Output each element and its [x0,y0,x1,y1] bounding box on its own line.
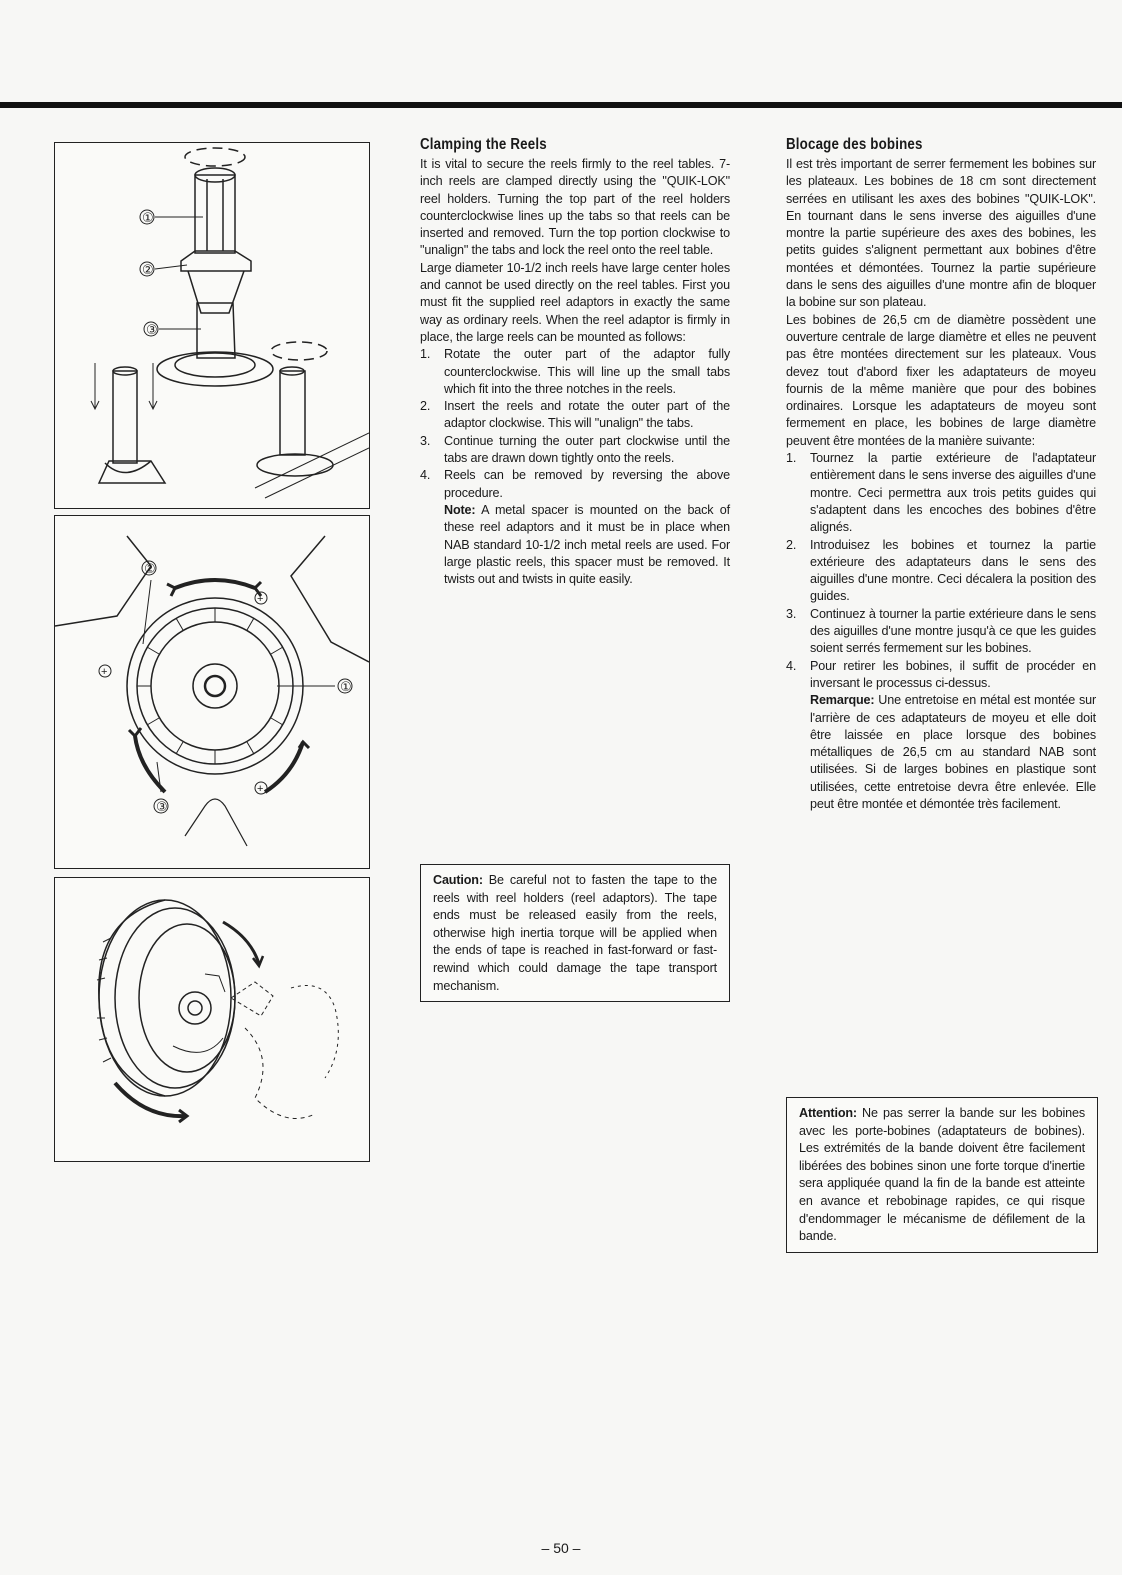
english-intro-paragraph-2: Large diameter 10-1/2 inch reels have large center holes and cannot be used directly on the reel tables. First you must fit the supplied reel adaptors in exactly the same way as ordinary reels. When the reel adaptor is firmly in place, the large reels can be mounted as follows: [420,260,730,344]
list-item: 2. Insert the reels and rotate the outer part of the adaptor clockwise. This will "unalign" the tabs. [420,399,730,431]
svg-text:③: ③ [146,322,158,337]
svg-text:②: ② [144,561,156,576]
top-rule [0,102,1122,108]
french-intro-paragraph-1: Il est très important de serrer fermement les bobines sur les plateaux. Les bobines de 18 cm sont directement serrées en utilisant les axes des bobines "QUIK-LOK". En tournant dans le sens inverse des aiguilles d'une montre la partie supérieure des axes des bobines, les petits guides s'alignent permettant aux bobines d'être montées et démontées. Tournez la partie supérieure dans le sens des aiguilles d'une montre afin de bloquer la bobine sur son plateau. [786,157,1096,310]
english-column [420,136,730,588]
plus-marker: + [101,666,108,678]
caution-label: Attention: [799,1106,857,1120]
figure-reel-holder [54,142,370,509]
plus-marker: + [257,783,264,795]
french-column [786,136,1096,813]
page-number: – 50 – [541,1540,581,1556]
callout-1 [140,210,154,225]
french-intro-paragraph-2: Les bobines de 26,5 cm de diamètre possèdent une ouverture centrale de large diamètre et elles ne peuvent pas être montées directement sur les plateaux. Vous devez tout d'abord fixer les adaptateurs de moyeu fournis de la même manière que pour des bobines ordinaires. Lorsque les adaptateurs de moyeu sont fermement en place, les bobines de large diamètre peuvent être montées de la manière suivante: [786,312,1096,448]
svg-text:①: ① [340,679,352,694]
french-heading: Blocage des bobines [786,136,923,153]
list-item: 3. Continue turning the outer part clockwise until the tabs are drawn down tightly onto the reels. [420,433,730,466]
french-caution-box [786,1097,1098,1253]
svg-text:②: ② [142,262,154,277]
reel-adaptor-illustration [55,516,369,868]
french-note: Remarque: Une entretoise en métal est montée sur l'arrière de ces adaptateurs de moyeu et elle doit être laissée en place lorsque des bobines métalliques de 26,5 cm au standard NAB sont utilisées. Si de larges bobines en plastique sont utilisées, cette entretoise devra être enlevée. Elle peut être montée et démontée très facilement. [810,693,1096,811]
caution-label: Caution: [433,873,483,887]
list-item: 1. Tournez la partie extérieure de l'adaptateur entièrement dans le sens inverse des aiguilles d'une montre. Ceci permettra aux trois petits guides qui s'adaptent dans les encoches des bobines d'être alignés. [786,451,1096,535]
svg-text:③: ③ [156,799,168,814]
caution-text: Ne pas serrer la bande sur les bobines avec les porte-bobines (adaptateurs de bobines). Les extrémités de la bande doivent être facilement libérées des bobines sinon une forte torque d'inertie sera appliquée quand la fin de la bande est atteinte en avance et rebobinage rapides, ce qui risque d'endommager le mécanisme de défilement de la bande. [799,1106,1085,1244]
callout-1 [338,679,352,694]
svg-text:①: ① [142,210,154,225]
caution-text: Be careful not to fasten the tape to the reels with reel holders (reel adaptors). The tape ends must be released easily from the reels, otherwise high inertia torque will be applied when the ends of tape is reached in fast-forward or fast-rewind which could damage the tape transport mechanism. [433,873,717,993]
adaptor-perspective-illustration [55,878,369,1161]
french-steps-list [786,450,1096,813]
list-item: 1. Rotate the outer part of the adaptor fully counterclockwise. This will line up the small tabs which fit into the three notches in the reels. [420,347,730,396]
figure-reel-adaptor [54,515,370,869]
list-item: 3. Continuez à tourner la partie extérieure dans le sens des aiguilles d'une montre jusqu'à ce que les guides soient serrés fermement sur les bobines. [786,606,1096,656]
english-steps-list [420,346,730,588]
list-item: 4. Reels can be removed by reversing the above procedure. Note: A metal spacer is mounted on the back of these reel adaptors and it must be in place when NAB standard 10-1/2 inch metal reels are used. For large plastic reels, this spacer must be removed. It twists out and twists in quite easily. [420,467,730,588]
list-item: 2. Introduisez les bobines et tournez la partie extérieure des adaptateurs dans le sens des aiguilles d'une montre. Ceci décalera la position des guides. [786,537,1096,604]
plus-marker: + [257,593,264,605]
english-intro-paragraph-1: It is vital to secure the reels firmly to the reel tables. 7-inch reels are clamped directly using the "QUIK-LOK" reel holders. Turning the top part of the reel holders counterclockwise lines up the tabs so that reels can be inserted and removed. Turn the top portion clockwise to "unalign" the tabs and lock the reel onto the reel table. [420,157,730,258]
callout-3 [154,799,168,814]
callout-3 [144,322,158,337]
english-note: Note: A metal spacer is mounted on the back of these reel adaptors and it must be in place when NAB standard 10-1/2 inch metal reels are used. For large plastic reels, this spacer must be removed. It twists out and twists in quite easily. [444,502,730,587]
english-caution-box [420,864,730,1002]
english-heading: Clamping the Reels [420,136,547,153]
figure-adaptor-perspective [54,877,370,1162]
callout-2 [140,262,154,277]
callout-2 [142,561,156,576]
list-item: 4. Pour retirer les bobines, il suffit de procéder en inversant le processus ci-dessus. Remarque: Une entretoise en métal est montée sur l'arrière de ces adaptateurs de moyeu et elle doit être laissée en place lorsque des bobines métalliques de 26,5 cm au standard NAB sont utilisées. Si de larges bobines en plastique sont utilisées, cette entretoise devra être enlevée. Elle peut être montée et démontée très facilement. [786,658,1096,814]
reel-holder-illustration [55,143,369,508]
